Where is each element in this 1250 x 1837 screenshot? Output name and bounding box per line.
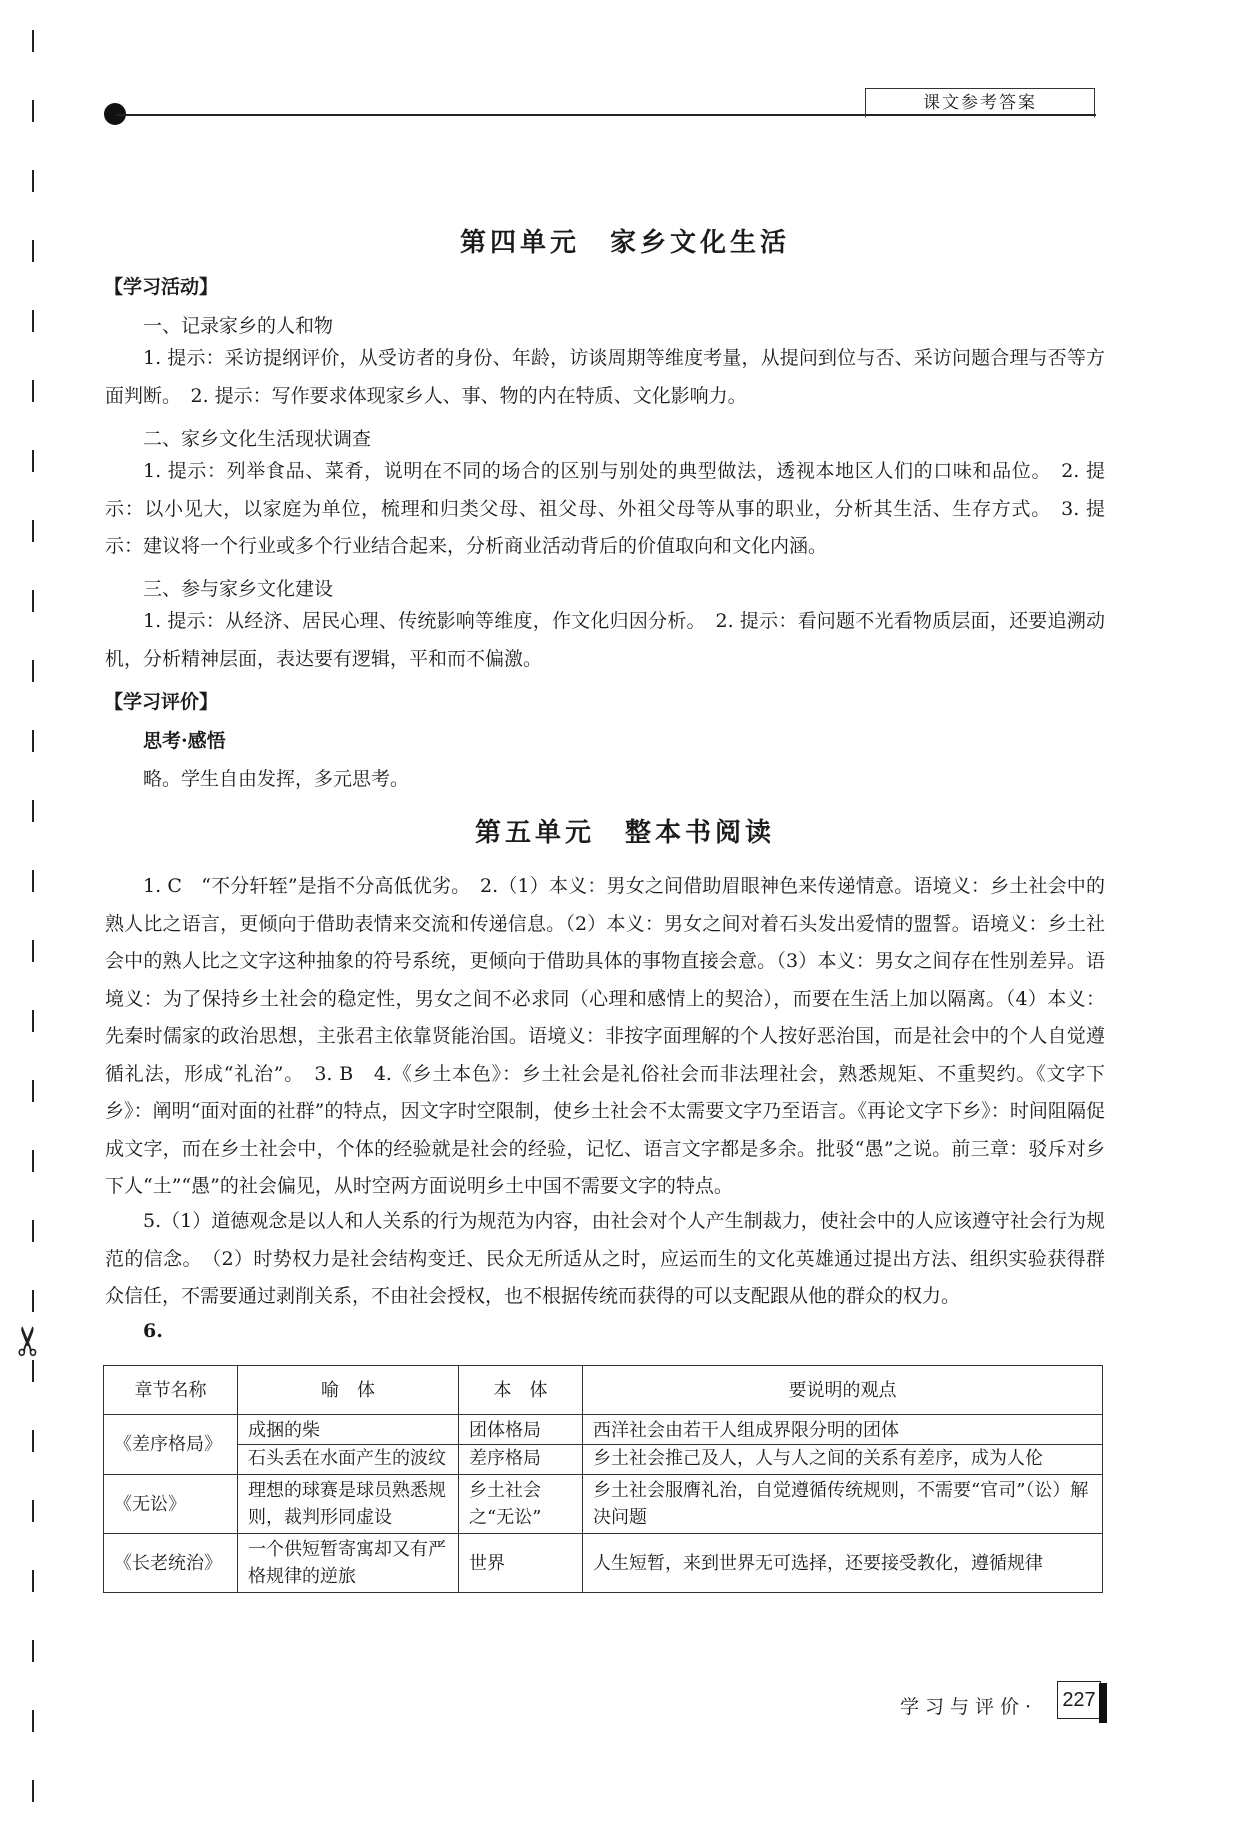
unit5-answers-1-4: 1. C “不分轩轾”是指不分高低优劣。 2.（1）本义：男女之间借助眉眼神色来传递情意。语境义：乡土社会中的熟人比之语言，更倾向于借助表情来交流和传递信息。（2）本义：男女之间对着石头发出爱情的盟誓。语境义：乡土社会中的熟人比之文字这种抽象的符号系统，更倾向于借助具体的事物直接会意。（3）本义：男女之间存在性别差异。语境义：为了保持乡土社会的稳定性，男女之间不必求同（心理和感情上的契洽），而要在生活上加以隔离。（4）本义：先秦时儒家的政治思想，主张君主依靠贤能治国。语境义：非按字面理解的个人按好恶治国，而是社会中的个人自觉遵循礼法，形成“礼治”。 3. B 4.《乡土本色》：乡土社会是礼俗社会而非法理社会，熟悉规矩、不重契约。《文字下乡》：阐明“面对面的社群”的特点，因文字时空限制，使乡土社会不太需要文字乃至语言。《再论文字下乡》：时间阻隔促成文字，而在乡土社会中，个体的经验就是社会的经验，记忆、语言文字都是多余。批驳“愚”之说。前三章：驳斥对乡下人“土”“愚”的社会偏见，从时空两方面说明乡土中国不需要文字的特点。 xyxy=(105,875,1105,1197)
table-cell-view: 乡土社会服膺礼治，自觉遵循传统规则，不需要“官司”（讼）解决问题 xyxy=(583,1475,1103,1534)
table-cell-line: 团体格局 xyxy=(469,1420,541,1441)
table-cell-tenor: 乡土社会之“无讼” xyxy=(459,1475,583,1534)
table-header-row xyxy=(104,1366,1103,1415)
unit4-reflect-label: 思考·感悟 xyxy=(143,730,226,752)
unit4-sec1-heading: 一、记录家乡的人和物 xyxy=(143,315,334,337)
table-cell-view xyxy=(583,1415,1103,1475)
page-number-shadow xyxy=(1099,1683,1107,1723)
table-cell-vehicle: 理想的球赛是球员熟悉规则，裁判形同虚设 xyxy=(238,1475,459,1534)
table-cell-tenor: 世界 xyxy=(459,1534,583,1593)
table-cell-line: 石头丢在水面产生的波纹 xyxy=(238,1444,458,1472)
unit5-title: 第五单元 整本书阅读 xyxy=(474,818,775,848)
table-cell-vehicle: 一个供短暂寄寓却又有严格规律的逆旅 xyxy=(238,1534,459,1593)
header-label: 课文参考答案 xyxy=(865,88,1095,117)
table-cell-chapter: 《无讼》 xyxy=(104,1475,238,1534)
table-cell-line: 西洋社会由若干人组成界限分明的团体 xyxy=(593,1420,899,1441)
table-row xyxy=(104,1534,1103,1593)
table-row xyxy=(104,1475,1103,1534)
table-cell-line: 差序格局 xyxy=(459,1444,582,1472)
unit4-eval-heading: 【学习评价】 xyxy=(104,691,219,713)
unit5-q6-label: 6. xyxy=(143,1320,163,1342)
unit4-sec2-text: 1. 提示：列举食品、菜肴，说明在不同的场合的区别与别处的典型做法，透视本地区人们的口味和品位。 2. 提示：以小见大，以家庭为单位，梳理和归类父母、祖父母、外祖父母等从事的职业，分析其生活、生存方式。 3. 提示：建议将一个行业或多个行业结合起来，分析商业活动背后的价值取向和文化内涵。 xyxy=(105,460,1105,557)
unit4-sec3-heading: 三、参与家乡文化建设 xyxy=(143,578,334,600)
unit4-sec2-heading: 二、家乡文化生活现状调查 xyxy=(143,428,372,450)
metaphor-table xyxy=(103,1365,1103,1593)
table-cell-tenor xyxy=(459,1415,583,1475)
table-cell-view: 人生短暂，来到世界无可选择，还要接受教化，遵循规律 xyxy=(583,1534,1103,1593)
unit4-reflect-text: 略。学生自由发挥，多元思考。 xyxy=(143,768,410,790)
table-cell-chapter: 《长老统治》 xyxy=(104,1534,238,1593)
unit5-answer-5: 5.（1）道德观念是以人和人关系的行为规范为内容，由社会对个人产生制裁力，使社会中的人应该遵守社会行为规范的信念。 （2）时势权力是社会结构变迁、民众无所适从之时，应运而生的文化英雄通过提出方法、组织实验获得群众信任，不需要通过剥削关系，不由社会授权，也不根据传统而获得的可以支配跟从他的群众的权力。 xyxy=(105,1210,1105,1307)
table-cell-line: 成捆的柴 xyxy=(248,1420,320,1441)
table-row xyxy=(104,1415,1103,1475)
table-header-cell: 喻 体 xyxy=(238,1366,459,1415)
table-header-cell: 章节名称 xyxy=(104,1366,238,1415)
table-header-cell: 本 体 xyxy=(459,1366,583,1415)
page-number: 227 xyxy=(1057,1681,1101,1719)
unit4-sec1-text: 1. 提示：采访提纲评价，从受访者的身份、年龄，访谈周期等维度考量，从提问到位与否、采访问题合理与否等方面判断。 2. 提示：写作要求体现家乡人、事、物的内在特质、文化影响力。 xyxy=(105,347,1105,407)
unit4-activity-heading: 【学习活动】 xyxy=(104,276,219,298)
footer-book-title: 学习与评价· xyxy=(900,1696,1038,1718)
table-header-cell: 要说明的观点 xyxy=(583,1366,1103,1415)
binding-cut-marks xyxy=(30,30,38,1820)
unit4-sec3-text: 1. 提示：从经济、居民心理、传统影响等维度，作文化归因分析。 2. 提示：看问题不光看物质层面，还要追溯动机，分析精神层面，表达要有逻辑，平和而不偏激。 xyxy=(105,610,1105,670)
table-cell-line: 乡土社会推己及人，人与人之间的关系有差序，成为人伦 xyxy=(583,1444,1102,1472)
unit4-title: 第四单元 家乡文化生活 xyxy=(459,228,790,258)
table-cell-chapter: 《差序格局》 xyxy=(104,1415,238,1475)
scissors-icon: ✂ xyxy=(5,1324,52,1358)
table-cell-vehicle xyxy=(238,1415,459,1475)
